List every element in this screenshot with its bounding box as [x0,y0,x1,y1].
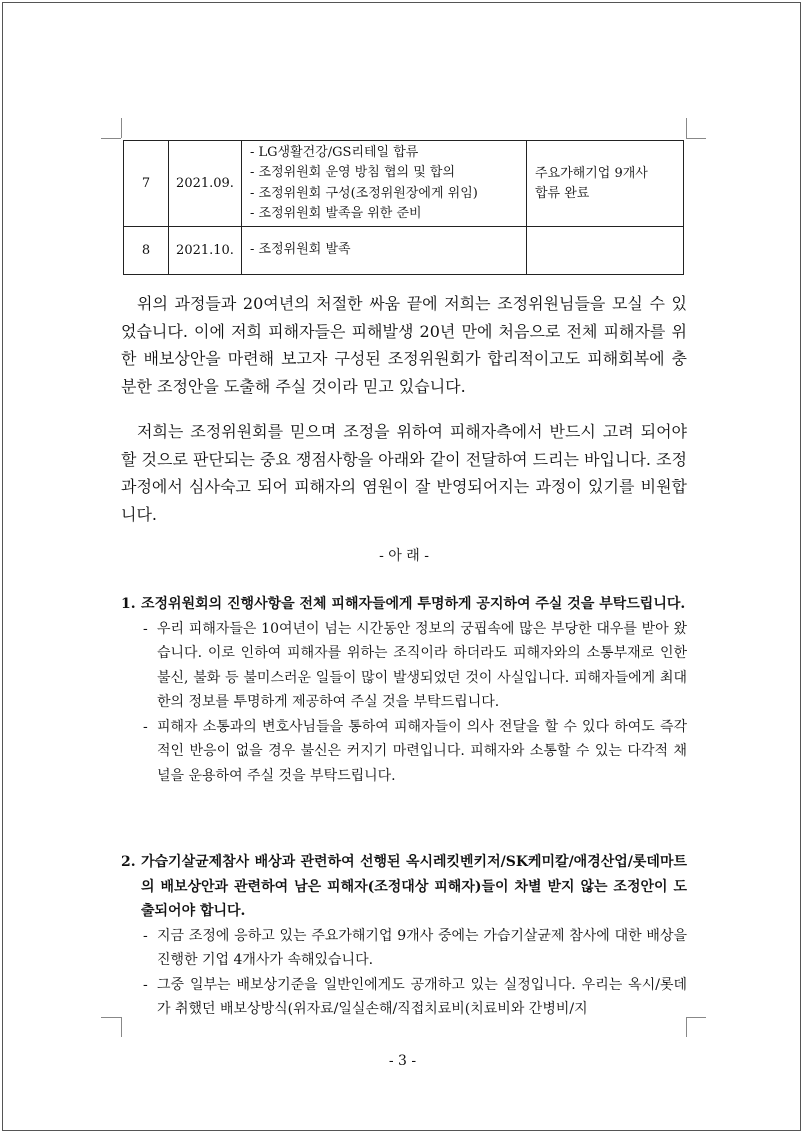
section-2 [121,850,687,1022]
crop-mark [686,138,706,139]
request-paragraph [121,418,687,528]
list-item: - 피해자 소통과의 변호사님들을 통하여 피해자들이 의사 전달을 할 수 있다 하여도 즉각적인 반응이 없을 경우 불신은 커지기 마련입니다. 피해자와 소통할 수 있는 다각적 채널을 운용하여 주실 것을 부탁드립니다. [121,715,687,789]
event-line: - 조정위원회 구성(조정위원장에게 위임) [250,185,478,201]
row-date: 2021.10. [169,227,242,275]
section-1 [121,592,687,788]
crop-mark [686,1017,706,1018]
page-number: - 3 - [388,1053,417,1069]
list-item: - 우리 피해자들은 10여년이 넘는 시간동안 정보의 궁핍속에 많은 부당한 대우를 받아 왔습니다. 이로 인하여 피해자를 위하는 조직이라 하더라도 피해자와의 소통부재로 인한 불신, 불화 등 불미스러운 일들이 많이 발생되었던 것이 사실입니다. 피해자들에게 최대한의 정보를 투명하게 제공하여 주실 것을 부탁드립니다. [121,617,687,715]
crop-mark [121,118,122,138]
crop-mark [101,1017,121,1018]
paragraph-text: 위의 과정들과 20여년의 처절한 싸움 끝에 저희는 조정위원님들을 모실 수 있었습니다. 이에 저희 피해자들은 피해발생 20년 만에 처음으로 전체 피해자를 위한 배보상안을 마련해 보고자 구성된 조정위원회가 합리적이고도 피해회복에 충분한 조정안을 도출해 주실 것이라 믿고 있습니다. [121,294,687,396]
result-line: 합류 완료 [535,185,590,201]
row-result [527,227,684,275]
row-result [527,141,684,227]
crop-mark [101,138,121,139]
table-row [124,141,684,227]
bullet-text: 지금 조정에 응하고 있는 주요가해기업 9개사 중에는 가습기살균제 참사에 대한 배상을 진행한 기업 4개사가 속해있습니다. [157,927,687,968]
row-number: 8 [124,227,169,275]
section-heading: - 아 래 - [379,548,429,564]
row-number: 7 [124,141,169,227]
row-events [242,141,527,227]
bullet-text: 우리 피해자들은 10여년이 넘는 시간동안 정보의 궁핍속에 많은 부당한 대우를 받아 왔습니다. 이로 인하여 피해자를 위하는 조직이라 하더라도 피해자와의 소통부재로 인한 불신, 불화 등 불미스러운 일들이 많이 발생되었던 것이 사실입니다. 피해자들에게 최대한의 정보를 투명하게 제공하여 주실 것을 부탁드립니다. [157,620,687,710]
bullet-text: 피해자 소통과의 변호사님들을 통하여 피해자들이 의사 전달을 할 수 있다 하여도 즉각적인 반응이 없을 경우 불신은 커지기 마련입니다. 피해자와 소통할 수 있는 다각적 채널을 운용하여 주실 것을 부탁드립니다. [157,718,687,784]
timeline-table [123,140,684,275]
section-1-title [121,592,687,617]
table-row [124,227,684,275]
list-item: - 그중 일부는 배보상기준을 일반인에게도 공개하고 있는 실정입니다. 우리는 옥시/롯데가 취했던 배보상방식(위자료/일실손해/직접치료비(치료비와 간병비/지 [121,973,687,1022]
row-events [242,227,527,275]
section-title: 조정위원회의 진행사항을 전체 피해자들에게 투명하게 공지하여 주실 것을 부탁드립니다. [141,596,686,612]
crop-mark [686,118,687,138]
intro-paragraph [121,290,687,400]
section-number: 1. [121,596,136,612]
paragraph-text: 저희는 조정위원회를 믿으며 조정을 위하여 피해자측에서 반드시 고려 되어야 할 것으로 판단되는 중요 쟁점사항을 아래와 같이 전달하여 드리는 바입니다. 조정과정에서 심사숙고 되어 피해자의 염원이 잘 반영되어지는 과정이 있기를 비원합니다. [121,422,687,524]
section-title: 가습기살균제참사 배상과 관련하여 선행된 옥시레킷벤키저/SK케미칼/애경산업/롯데마트의 배보상안과 관련하여 남은 피해자(조정대상 피해자)들이 차별 받지 않는 조정안이 도출되어야 합니다. [141,854,687,919]
result-line: 주요가해기업 9개사 [535,165,648,181]
event-line: - 조정위원회 발족 [250,242,351,258]
event-line: - LG생활건강/GS리테일 합류 [250,144,419,160]
row-date: 2021.09. [169,141,242,227]
event-line: - 조정위원회 발족을 위한 준비 [250,206,422,221]
section-number: 2. [121,854,136,870]
event-line: - 조정위원회 운영 방침 협의 및 합의 [250,165,455,180]
section-2-title [121,850,687,924]
list-item: - 지금 조정에 응하고 있는 주요가해기업 9개사 중에는 가습기살균제 참사에 대한 배상을 진행한 기업 4개사가 속해있습니다. [121,924,687,973]
bullet-text: 그중 일부는 배보상기준을 일반인에게도 공개하고 있는 실정입니다. 우리는 옥시/롯데가 취했던 배보상방식(위자료/일실손해/직접치료비(치료비와 간병비/지 [157,976,687,1017]
